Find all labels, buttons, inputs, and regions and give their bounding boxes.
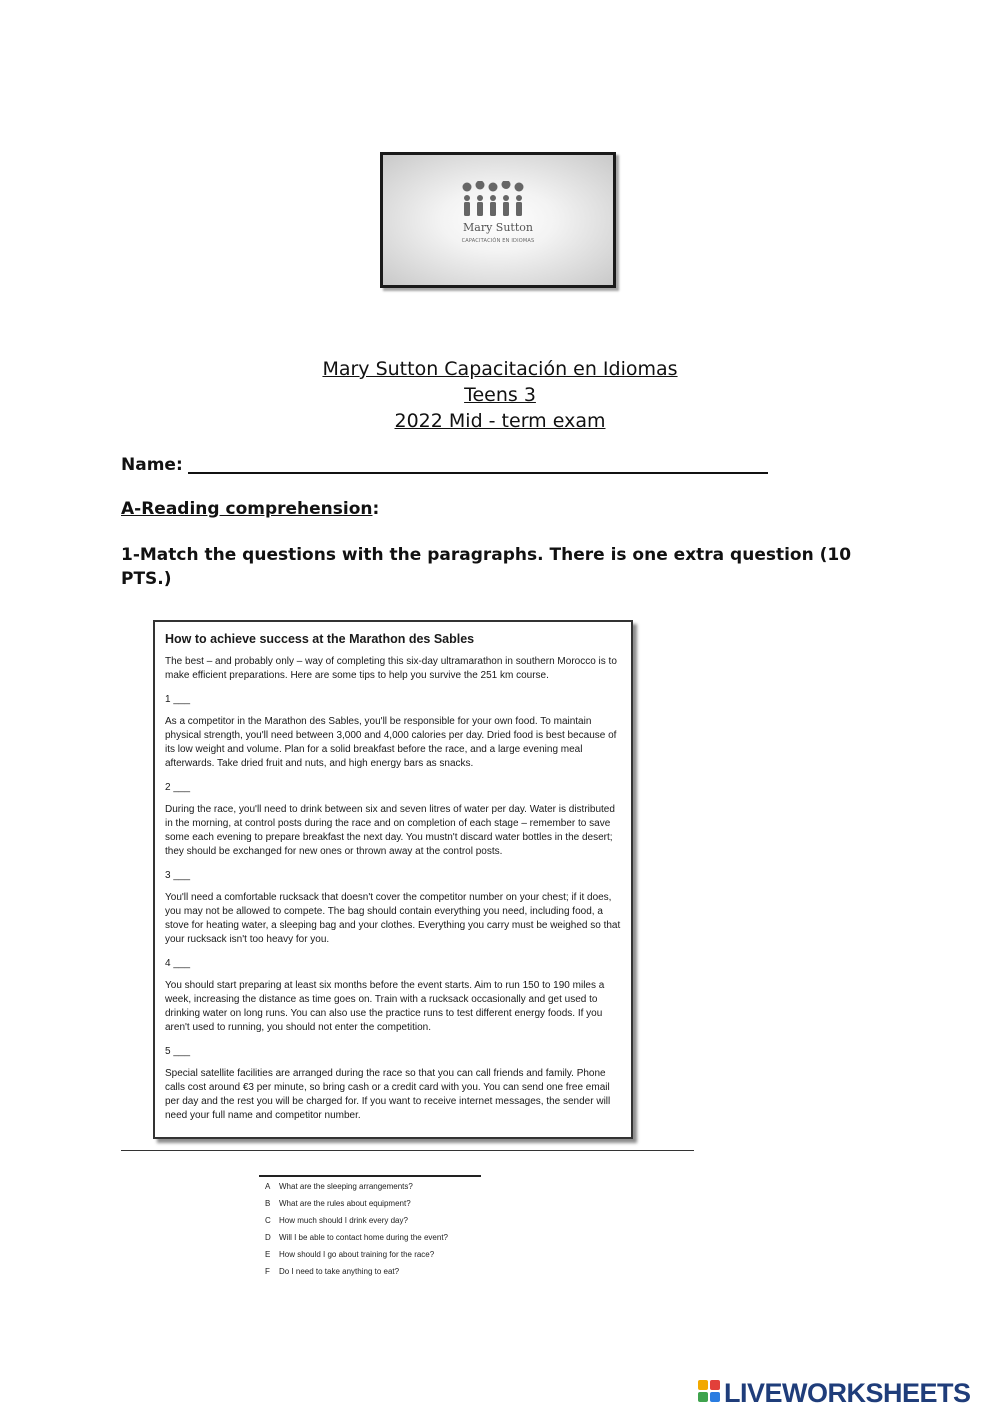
divider (121, 1150, 694, 1151)
logo-name: Mary Sutton (463, 221, 533, 234)
reading-intro: The best – and probably only – way of completing this six-day ultramarathon in southern Morocco is to make efficient preparations. Here are some tips to help you survive the 251 km course. (165, 656, 617, 681)
option-letter: C (265, 1216, 271, 1225)
divider (259, 1175, 481, 1177)
option-text: Do I need to take anything to eat? (279, 1267, 400, 1276)
option-item (265, 1182, 448, 1199)
name-answer-line[interactable] (188, 472, 768, 474)
section-heading-colon: : (372, 499, 380, 519)
section-heading-text: A-Reading comprehension (121, 499, 373, 519)
people-speech-icon (461, 181, 535, 221)
option-item (265, 1267, 448, 1284)
paragraph-answer-blank[interactable]: 5 ___ (165, 1046, 191, 1057)
reading-title: How to achieve success at the Marathon des Sables (165, 632, 475, 646)
option-text: How much should I drink every day? (279, 1216, 408, 1225)
question-options (265, 1182, 448, 1284)
option-text: What are the sleeping arrangements? (279, 1182, 413, 1191)
course-title: Teens 3 (464, 384, 536, 406)
option-item (265, 1233, 448, 1250)
paragraph-answer-blank[interactable]: 4 ___ (165, 958, 191, 969)
option-text: What are the rules about equipment? (279, 1199, 411, 1208)
logo-subtitle: CAPACITACIÓN EN IDIOMAS (461, 238, 535, 244)
name-label: Name: (121, 455, 183, 475)
paragraph-answer-blank[interactable]: 1 ___ (165, 694, 191, 705)
paragraph-text: You'll need a comfortable rucksack that doesn't cover the competitor number on your chest; if it does, you may not be allowed to compete. The bag should contain everything you need, including food, a stove for heating water, a sleeping bag and your clothes. Everything you carry must be weighed so that your rucksack isn't too heavy for you. (165, 892, 621, 945)
option-letter: A (265, 1182, 271, 1191)
option-text: Will I be able to contact home during the event? (279, 1233, 448, 1242)
section-heading (121, 499, 379, 519)
paragraph-text: Special satellite facilities are arranged during the race so that you can call friends and family. Phone calls cost around €3 per minute, so bring cash or a credit card with you. You can send one free email per day and the rest you will be charged for. If you want to receive internet messages, the sender will need your full name and competitor number. (165, 1068, 611, 1121)
option-letter: F (265, 1267, 270, 1276)
reading-passage (153, 620, 633, 1139)
option-text: How should I go about training for the race? (279, 1250, 435, 1259)
option-item (265, 1199, 448, 1216)
paragraph-text: As a competitor in the Marathon des Sables, you'll be responsible for your own food. To maintain physical strength, you'll need between 3,000 and 4,000 calories per day. Dried food is best because of its low weight and volume. Plan for a solid breakfast before the race, and a large evening meal afterwards. Take dried fruit and nuts, and high energy bars as snacks. (165, 716, 617, 769)
option-item (265, 1216, 448, 1233)
liveworksheets-logo-icon (698, 1380, 722, 1404)
paragraph-answer-blank[interactable]: 2 ___ (165, 782, 191, 793)
school-logo (380, 152, 616, 288)
exercise-instruction: 1-Match the questions with the paragraphs. There is one extra question (10 PTS.) (121, 545, 852, 589)
paragraph-text: You should start preparing at least six months before the event starts. Aim to run 150 to 190 miles a week, increasing the distance as time goes on. Train with a rucksack occasionally and get used to drinking water on long runs. You can also use the practice runs to test different energy foods. If you aren't used to running, you should not enter the competition. (165, 980, 605, 1033)
option-letter: E (265, 1250, 271, 1259)
school-title: Mary Sutton Capacitación en Idiomas (322, 358, 678, 380)
brand-name: LIVEWORKSHEETS (724, 1378, 971, 1408)
option-letter: D (265, 1233, 271, 1242)
option-letter: B (265, 1199, 271, 1208)
paragraph-text: During the race, you'll need to drink between six and seven litres of water per day. Water is distributed in the morning, at control posts during the race and on completion of each stage – remember to save some each evening to prepare breakfast the next day. You mustn't discard water bottles in the desert; they should be exchanged for new ones or thrown away at the control posts. (165, 804, 615, 857)
paragraph-answer-blank[interactable]: 3 ___ (165, 870, 191, 881)
exam-title: 2022 Mid - term exam (394, 410, 606, 432)
option-item (265, 1250, 448, 1267)
